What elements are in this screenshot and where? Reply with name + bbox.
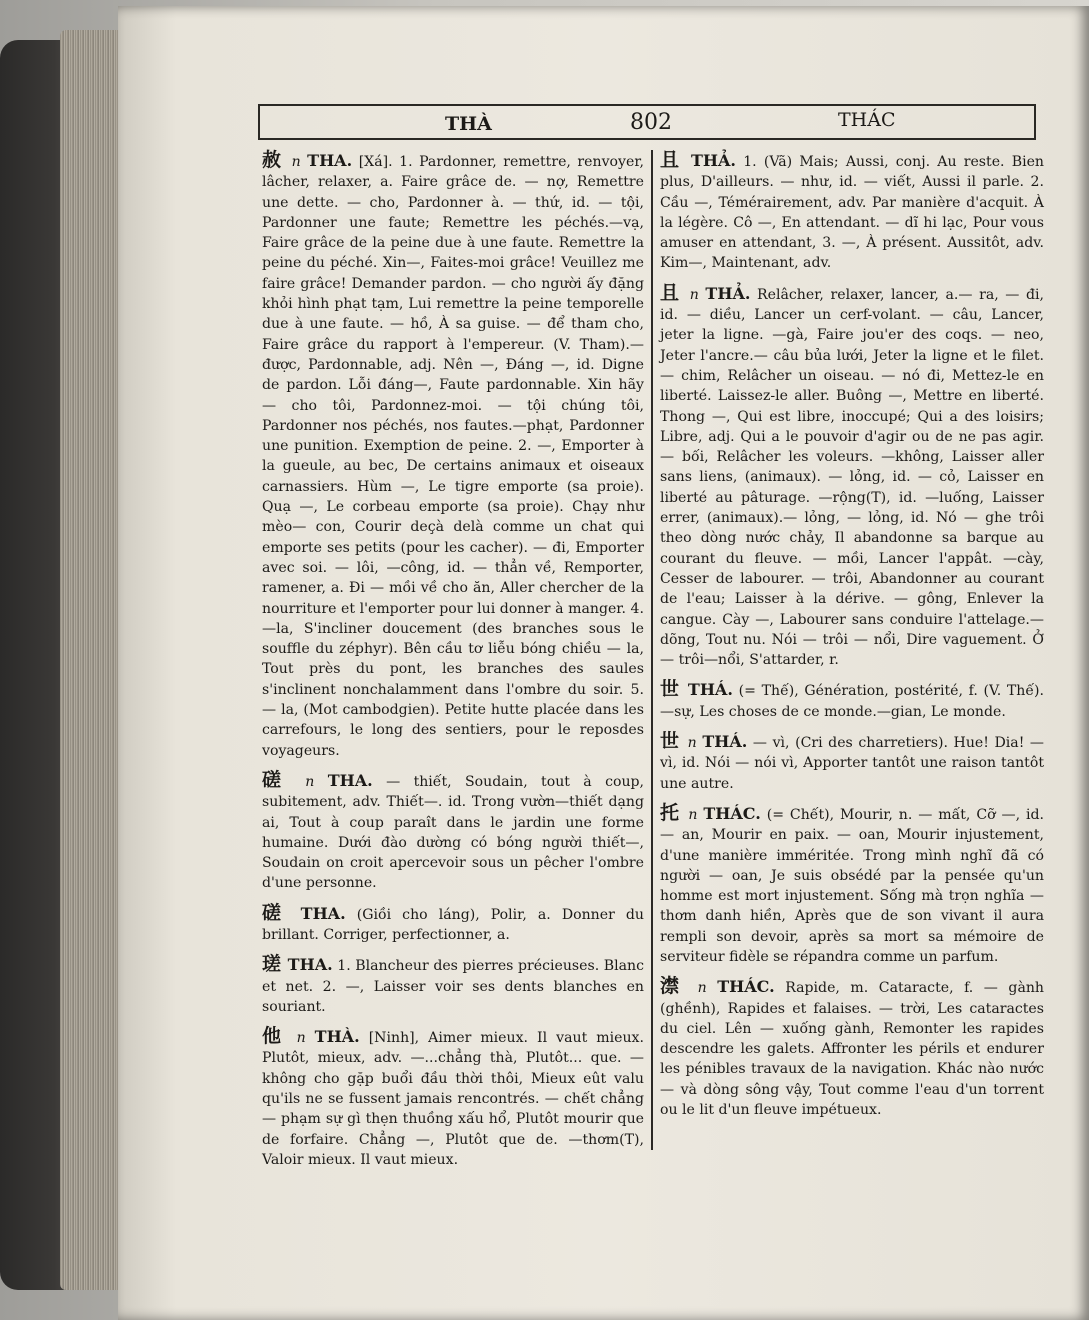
dictionary-entry [660,731,1044,794]
entry-definition: (Giồi cho láng), Polir, a. Donner du brillant. Corriger, perfectionner, a. [262,906,644,943]
entry-headword: THA. [307,151,353,170]
dictionary-entry [660,150,1044,274]
entry-headword: THÁ. [702,732,748,752]
dictionary-entry [660,976,1044,1120]
entry-headword: THÁC. [717,977,775,997]
entry-pos: n [688,806,698,823]
right-column [660,150,1044,1129]
entry-definition: 1. (Vã) Mais; Aussi, conj. Au reste. Bien plus, D'ailleurs. — như, id. — viết, Aussi il parle. 2. Cầu —, Témérairement, adv. Par manière d'acquit. À la légère. Cô —, En attendant. — dĩ hi lạc, Pour vous amuser en attendant, 3. —, À présent. Aussitôt, adv. Kim—, Maintenant, adv. [660,154,1045,272]
entry-pos: n [687,735,697,752]
entry-character: 磋 [262,901,288,924]
entry-character: 托 [660,801,681,824]
entry-character: 且 [660,149,682,171]
entry-character: 赦 [262,149,284,171]
entry-headword: THÁC. [703,803,761,823]
dictionary-entry [262,770,644,894]
dictionary-entry [660,679,1044,722]
entry-headword: THA. [287,955,333,975]
entry-character: 磋 [262,768,290,791]
entry-headword: THA. [327,770,373,790]
entry-pos: n [305,773,315,790]
entry-definition: [Xá]. 1. Pardonner, remettre, renvoyer, lâcher, relaxer, a. Faire grâce de. — nợ, Remettre une dette. — cho, Pardonner à. — thứ, id. — tội, Pardonner une faute; Remettre les péchés.—vạ, Faire grâce de la peine due à une faute. Remettre la peine du péché. Xin—, Faites-moi grâce! Veuillez me faire grâce! Demander pardon. — cho người ấy đặng khỏi hình phạt tạm, Lui remettre la peine temporelle due à une faute. — hồ, À sa guise. — để tham cho, Faire grâce du rapport à l'empereur. (V. Tham).— được, Pardonnable, adj. Nên —, Đáng —, id. Digne de pardon. Lỗi đáng—, Faute pardonnable. Xin hãy — cho tôi, Pardonnez-moi. — tội chúng tôi, Pardonner nos péchés, nos fautes.—phạt, Pardonner une punition. Exemption de peine. 2. —, Emporter à la gueule, au bec, De certains animaux et oiseaux carnassiers. Hùm —, Le tigre emporte (sa proie). Quạ —, Le corbeau emporte (sa proie). Chạy như mèo— con, Courir deçà delà comme un chat qui emporte ses petits (pour les cacher). — đi, Emporter avec soi. — lôi, —công, id. — thẳn về, Remporter, ramener, a. Đi — mồi về cho ăn, Aller chercher de la nourriture et l'emporter pour lui donner à manger. 4. —la, S'incliner doucement (des branches sous le souffle du zéphyr). Bên cầu tơ liễu bóng chiều — la, Tout près du pont, les branches des saules s'inclinent nonchalamment dans l'ombre du soir. 5. — la, (Mot cambodgien). Petite hutte placée dans les carrefours, le long des sentiers, pour le reposdes voyageurs. [262,154,644,759]
entry-headword: THẢ. [690,151,736,170]
dictionary-entry [660,803,1044,967]
entry-definition: Relâcher, relaxer, lancer, a.— ra, — đi, id. — diều, Lancer un cerf-volant. — câu, Lancer, jeter la ligne. —gà, Faire jou'er des coqs. — neo, Jeter l'ancre.— câu bủa lưới, Jeter la ligne et le filet. — chim, Relâcher un oiseau. — nó đi, Mettez-le en liberté. Laissez-le aller. Buông —, Mettre en liberté. Thong —, Qui est libre, inoccupé; Qui a des loisirs; Libre, adj. Qui a le pouvoir d'agir ou de ne pas agir. — bối, Relâcher les voleurs. —không, Laisser aller sans liens, (animaux). — lỏng, id. — cỏ, Laisser en liberté au pâturage. —rộng(T), id. —luống, Laisser errer, (animaux).— lỏng, — lỏng, id. Nó — ghe trôi theo dòng nước chảy, Il abandonne sa barque au courant du fleuve. — mồi, Lancer l'appât. —cày, Cesser de labourer. — trôi, Abandonner au courant de l'eau; Laisser à la dérive. — gông, Enlever la cangue. Cày —, Labourer sans conduire l'attelage.— dõng, Tout nu. Nói — trôi — nổi, Dire vaguement. Ở — trôi—nổi, S'attarder, r. [660,286,1045,669]
entry-character: 且 [660,281,682,304]
entry-pos: n [291,154,301,170]
header-right-guideword: THÁC [838,109,896,131]
running-header [258,104,1036,140]
page-number: 802 [630,110,672,135]
entry-definition: (= Chết), Mourir, n. — mất, Cỡ —, id. — an, Mourir en paix. — oan, Mourir injustement, d'une manière imméritée. Trong mình nghĩ đã có người — oan, Je suis obsédé par la pensée qu'un homme est mort injustement. Sống mà trọn nghĩa — thơm danh hiền, Après que de son vivant il aura rempli son devoir, après sa mort sa mémoire de serviteur fidèle se répandra comme un parfum. [660,806,1044,965]
entry-headword: THÀ. [314,1027,360,1047]
dictionary-entry [262,954,644,1017]
dictionary-entry [262,150,644,761]
dictionary-entry [262,903,644,946]
entry-definition: — thiết, Soudain, tout à coup, subitement, adv. Thiết—. id. Trong vườn—thiết dạng ai, Tout à coup paraît dans le jardin une forme humaine. Dưới đào dường có bóng người thiết—, Soudain on croit apercevoir sous un pêcher l'ombre d'une personne. [262,773,645,892]
entry-character: 他 [262,1025,286,1048]
entry-pos: n [689,286,699,303]
left-column [262,150,644,1179]
dictionary-entry [262,1026,644,1170]
entry-pos: n [296,1030,306,1047]
entry-pos: n [697,980,707,997]
entry-character: 瑳 [262,953,282,976]
entry-definition: — vì, (Cri des charretiers). Hue! Dia! —vì, id. Nói — nói vì, Apporter tantôt une raison tantôt une autre. [660,735,1045,792]
dictionary-entry [660,283,1044,671]
entry-definition: 1. Blancheur des pierres précieuses. Blanc et net. 2. —, Laisser voir ses dents blanches en souriant. [262,958,644,1015]
entry-headword: THẢ. [705,283,751,303]
entry-definition: (= Thế), Génération, postérité, f. (V. Thế). —sự, Les choses de ce monde.—gian, Le monde. [660,683,1044,720]
entry-character: 世 [660,730,681,753]
entry-definition: [Ninh], Aimer mieux. Il vaut mieux. Plutôt, mieux, adv. —...chẳng thà, Plutôt... que. — không cho gặp buổi đầu thời thôi, Mieux eût valu qu'ils ne se fussent jamais rencontrés. — chết chẳng — phạm sự gì thẹn thuồng xấu hổ, Plutôt mourir que de forfaire. Chẳng —, Plutôt que de. —thơm(T), Valoir mieux. Il vaut mieux. [262,1030,644,1168]
entry-headword: THÁ. [687,680,733,700]
entry-character: 世 [660,678,681,701]
header-left-guideword: THÀ [445,113,492,135]
column-divider [651,150,653,1150]
entry-character: 澿 [660,975,686,998]
entry-headword: THA. [300,903,346,923]
entry-definition: Rapide, m. Cataracte, f. — gành (ghềnh), Rapides et falaises. — trời, Les cataractes du ciel. Lên — xuống gành, Remonter les rapides descendre les galets. Affronter les périls et endurer les pénibles travaux de la navigation. Khác nào nước — và dòng sông vậy, Tout comme l'eau d'un torrent ou le lit d'un fleuve impétueux. [660,980,1044,1119]
